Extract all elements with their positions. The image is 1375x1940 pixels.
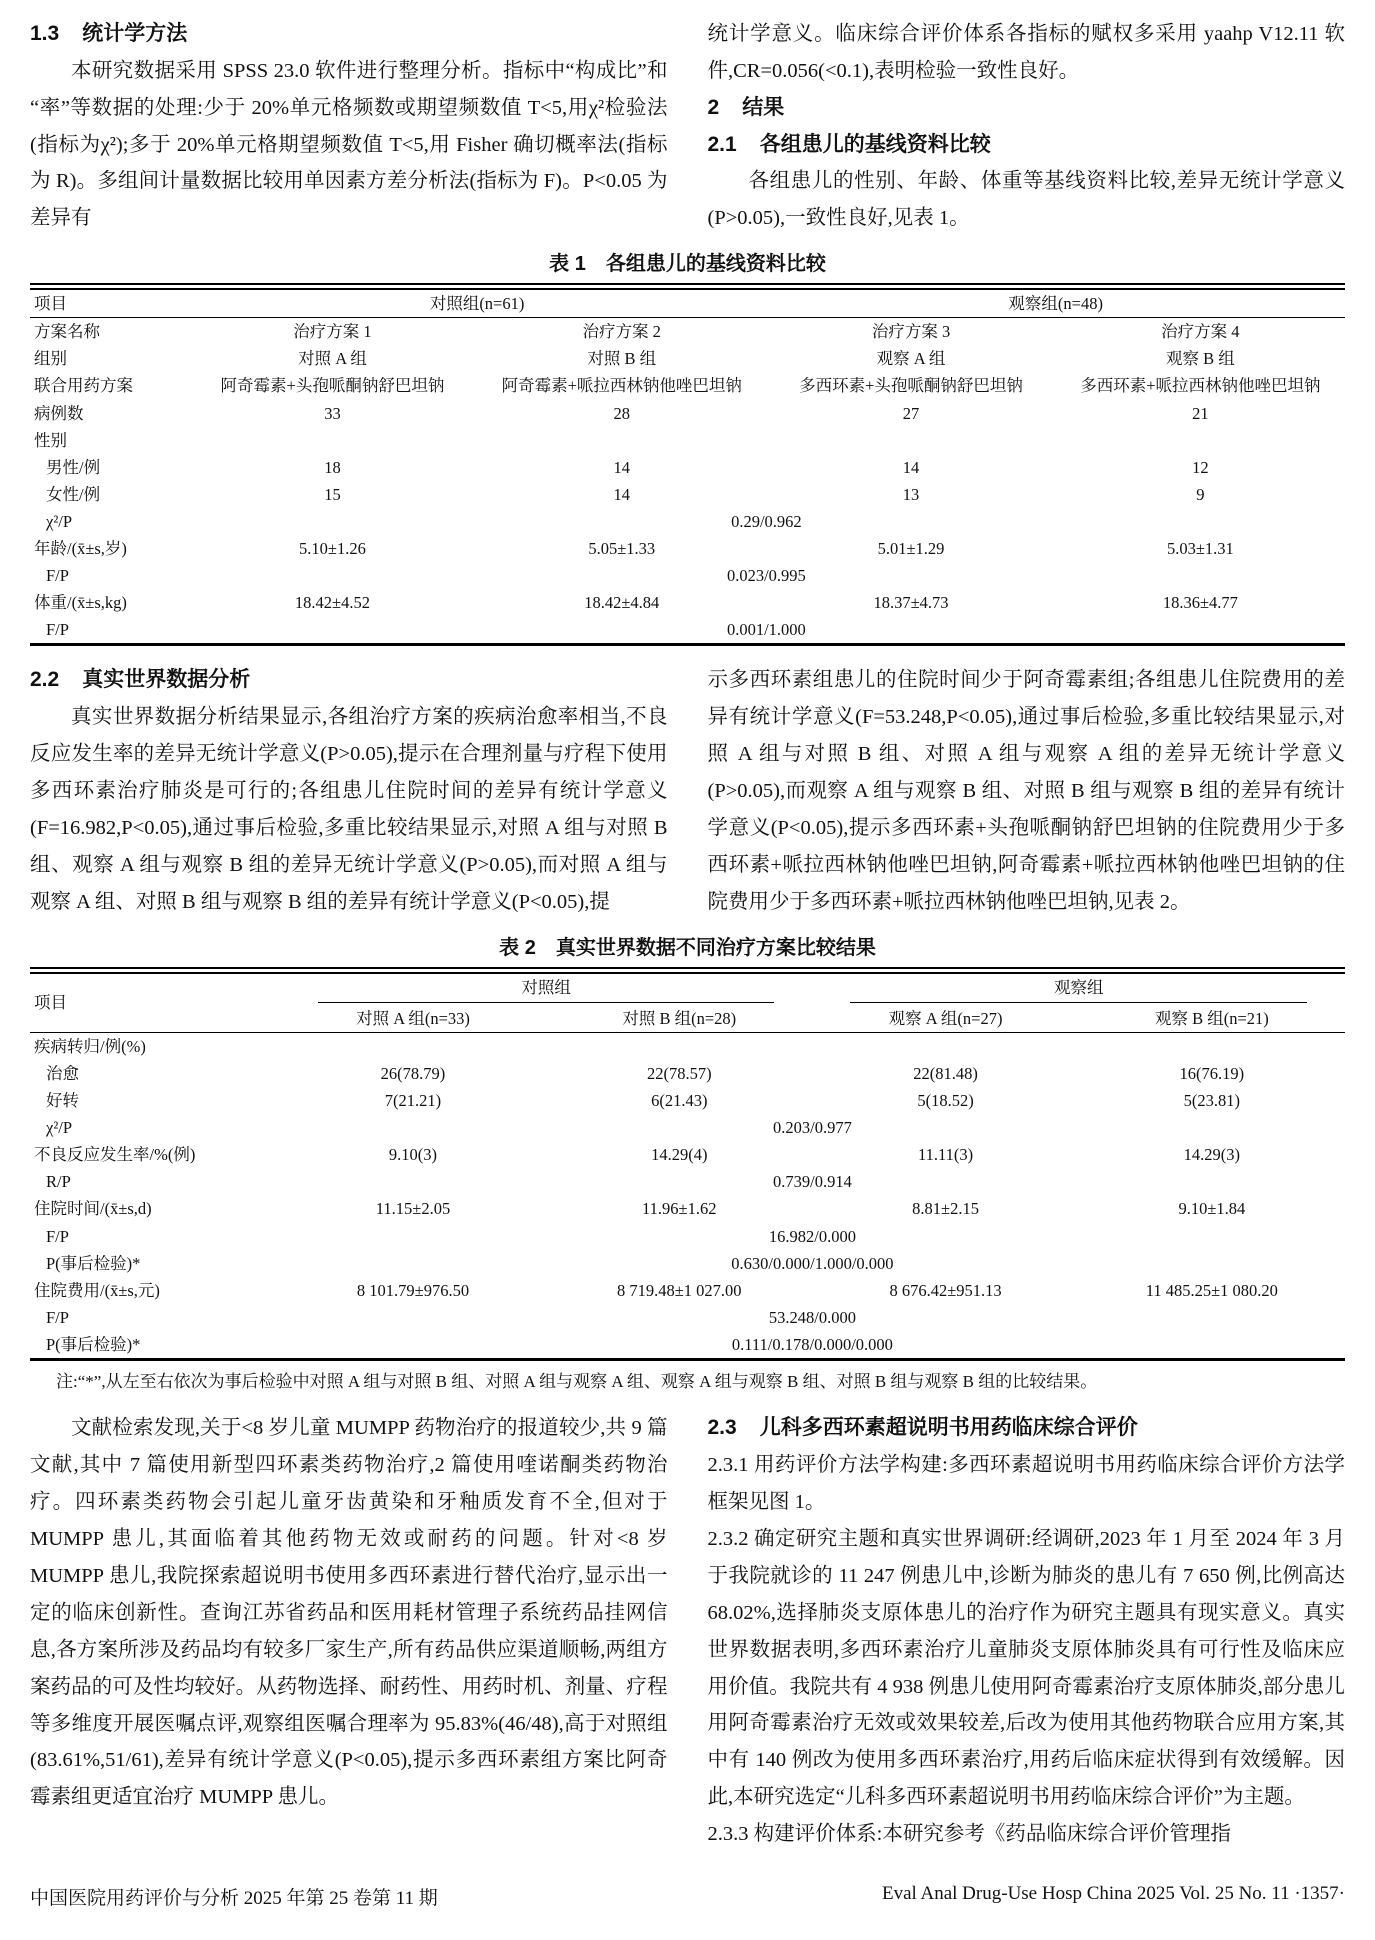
group-label: 对照组 [318,976,775,1003]
table-row: F/P 0.001/1.000 [30,616,1345,645]
table2-header [30,970,1345,1032]
row-label: 性别 [34,430,67,450]
section-number: 1.3 [30,22,60,45]
table-row: 住院费用/(x̄±s,元) 8 101.79±976.50 8 719.48±1 027.00 8 676.42±951.13 11 485.25±1 080.20 [30,1277,1345,1304]
row-label: F/P [46,566,69,586]
section-number: 2.2 [30,668,60,692]
table2-group-control [280,970,813,1005]
table-row: χ²/P 0.29/0.962 [30,508,1345,535]
table2-caption: 真实世界数据不同治疗方案比较结果 [555,936,876,959]
table2-number: 表 2 [499,936,536,959]
bottom-right-column [708,1410,1346,1853]
row-label: 组别 [34,349,67,369]
section-2-heading [708,90,1346,127]
table-row: P(事后检验)* 0.630/0.000/1.000/0.000 [30,1250,1345,1277]
row-label: 疾病转归/例(%) [34,1036,146,1056]
table2-sub-control-b: 对照 B 组(n=28) [546,1005,812,1033]
section-2-2-heading [30,662,668,699]
section-title: 结果 [742,95,785,119]
section-1-3-continuation: 统计学意义。临床综合评价体系各指标的赋权多采用 yaahp V12.11 软件,CR=0.056(<0.1),表明检验一致性良好。 [707,23,1345,82]
table1-number: 表 1 [549,253,586,276]
row-label: P(事后检验)* [46,1253,141,1273]
footer-journal-en: Eval Anal Drug-Use Hosp China 2025 Vol. 25 No. 11 ·1357· [881,1883,1345,1904]
literature-paragraph: 文献检索发现,关于<8 岁儿童 MUMPP 药物治疗的报道较少,共 9 篇文献,其中 7 篇使用新型四环素类药物治疗,2 篇使用喹诺酮类药物治疗。四环素类药物会引起儿童牙齿黄染和牙釉质发育不全,但对于 MUMPP 患儿,其面临着其他药物无效或耐药的问题。针对<8 岁 MUMPP 患儿,我院探索超说明书使用多西环素进行替代治疗,显示出一定的临床创新性。查询江苏省药品和医用耗材管理子系统药品挂网信息,各方案所涉及药品均有较多厂家生产,所有药品供应渠道顺畅,两组方案药品的可及性均较好。从药物选择、耐药性、用药时机、剂量、疗程等多维度开展医嘱点评,观察组医嘱合理率为 95.83%(46/48),高于对照组(83.61%,51/61),差异有统计学意义(P<0.05),提示多西环素组方案比阿奇霉素组更适宜治疗 MUMPP 患儿。 [30,1417,668,1809]
section-2-2-paragraph-left: 真实世界数据分析结果显示,各组治疗方案的疾病治愈率相当,不良反应发生率的差异无统计学意义(P>0.05),提示在合理剂量与疗程下使用多西环素治疗肺炎是可行的;各组患儿住院时间的差异有统计学意义(F=16.982,P<0.05),通过事后检验,多重比较结果显示,对照 A 组与对照 B 组、观察 A 组与观察 B 组的差异无统计学意义(P>0.05),而对照 A 组与观察 A 组、对照 B 组与观察 B 组的差异有统计学意义(P<0.05),提 [30,706,668,913]
table-row: 不良反应发生率/%(例) 9.10(3) 14.29(4) 11.11(3) 14.29(3) [30,1141,1345,1168]
table-row: 住院时间/(x̄±s,d) 11.15±2.05 11.96±1.62 8.81±2.15 9.10±1.84 [30,1195,1345,1222]
row-label: 体重/(x̄±s,kg) [34,593,127,613]
section-2-3-heading [708,1410,1346,1447]
table1-col-item: 项目 [30,287,188,318]
row-label: χ²/P [46,1118,73,1138]
table-row: 好转 7(21.21) 6(21.43) 5(18.52) 5(23.81) [30,1087,1345,1114]
row-label: 不良反应发生率/%(例) [34,1145,196,1165]
row-label: 方案名称 [34,322,100,342]
table-row: F/P 53.248/0.000 [30,1304,1345,1331]
row-label: 病例数 [34,403,84,423]
table1-header [30,287,1345,318]
table1-title [30,247,1345,276]
table2-sub-observe-b: 观察 B 组(n=21) [1079,1005,1345,1033]
table-row: 年龄/(x̄±s,岁) 5.10±1.26 5.05±1.33 5.01±1.29 5.03±1.31 [30,535,1345,562]
row-label: 好转 [46,1091,79,1111]
top-right-column [708,16,1346,237]
row-label: 治愈 [46,1063,79,1083]
row-label: 住院时间/(x̄±s,d) [34,1199,152,1219]
table-row: F/P 16.982/0.000 [30,1223,1345,1250]
section-2-2-paragraph-right: 示多西环素组患儿的住院时间少于阿奇霉素组;各组患儿住院费用的差异有统计学意义(F=53.248,P<0.05),通过事后检验,多重比较结果显示,对照 A 组与对照 B 组、对照 A 组与观察 A 组的差异无统计学意义(P>0.05),而观察 A 组与观察 B 组、对照 B 组与观察 B 组的差异有统计学意义(P<0.05),提示多西环素+头孢哌酮钠舒巴坦钠的住院费用少于多西环素+哌拉西林钠他唑巴坦钠,阿奇霉素+哌拉西林钠他唑巴坦钠的住院费用少于多西环素+哌拉西林钠他唑巴坦钠,见表 2。 [707,669,1345,913]
table2-col-item: 项目 [30,970,280,1032]
bottom-text-block [30,1410,1345,1853]
table-row [30,1032,1345,1060]
table-row: 治愈 26(78.79) 22(78.57) 22(81.48) 16(76.19) [30,1060,1345,1087]
top-text-block [30,16,1345,237]
section-2-2-block [30,662,1345,920]
table2 [30,967,1345,1361]
row-label: R/P [46,1172,71,1192]
section-2-3-3-paragraph: 2.3.3 构建评价体系:本研究参考《药品临床综合评价管理指 [707,1823,1231,1846]
bottom-left-column [30,1410,668,1853]
row-label: F/P [46,1226,69,1246]
section-2-1-heading [708,127,1346,164]
section-title: 统计学方法 [82,22,188,45]
table2-body [30,1032,1345,1359]
row-label: χ²/P [46,511,73,531]
row-label: 联合用药方案 [34,376,133,396]
section-number: 2.1 [707,132,737,156]
section-number: 2.3 [707,1416,737,1440]
table2-group-observe [812,970,1345,1005]
row-label: 住院费用/(x̄±s,元) [34,1280,160,1300]
section-2-3-1-paragraph: 2.3.1 用药评价方法学构建:多西环素超说明书用药临床综合评价方法学框架见图 1。 [707,1454,1345,1514]
table2-title [30,931,1345,960]
table-row: P(事后检验)* 0.111/0.178/0.000/0.000 [30,1331,1345,1360]
footer-journal-cn: 中国医院用药评价与分析 2025 年第 25 卷第 11 期 [30,1888,438,1909]
table-row: 病例数 33 28 27 21 [30,400,1345,427]
table-row: F/P 0.023/0.995 [30,562,1345,589]
section-1-3-heading [30,16,668,53]
row-label: 年龄/(x̄±s,岁) [34,539,127,559]
table-row: R/P 0.739/0.914 [30,1168,1345,1195]
section-2-1-paragraph: 各组患儿的性别、年龄、体重等基线资料比较,差异无统计学意义(P>0.05),一致性良好,见表 1。 [707,170,1345,230]
page-footer [30,1883,1345,1910]
table1 [30,283,1345,646]
table2-sub-observe-a: 观察 A 组(n=27) [812,1005,1078,1033]
table1-group-control: 对照组(n=61) [188,287,767,318]
table-row [30,427,1345,454]
row-label: F/P [46,1307,69,1327]
table-row: 女性/例 15 14 13 9 [30,481,1345,508]
table2-sub-control-a: 对照 A 组(n=33) [280,1005,546,1033]
section-title: 儿科多西环素超说明书用药临床综合评价 [759,1416,1138,1440]
table1-caption: 各组患儿的基线资料比较 [605,253,826,276]
row-label: 男性/例 [46,457,101,477]
top-left-column [30,16,668,237]
section-1-3-paragraph: 本研究数据采用 SPSS 23.0 软件进行整理分析。指标中“构成比”和“率”等数据的处理:少于 20%单元格频数或期望频数值 T<5,用χ²检验法(指标为χ²);多于 20%单元格期望频数值 T<5,用 Fisher 确切概率法(指标为 R)。多组间计量数据比较用单因素方差分析法(指标为 F)。P<0.05 为差异有 [30,59,668,230]
section-2-3-2-paragraph: 2.3.2 确定研究主题和真实世界调研:经调研,2023 年 1 月至 2024 年 3 月于我院就诊的 11 247 例患儿中,诊断为肺炎的患儿有 7 650 例,比例高达 68.02%,选择肺炎支原体患儿的治疗作为研究主题具有现实意义。真实世界数据表明,多西环素治疗儿童肺炎支原体肺炎具有可行性及临床应用价值。我院共有 4 938 例患儿使用阿奇霉素治疗支原体肺炎,部分患儿用阿奇霉素治疗无效或效果较差,后改为使用其他药物联合应用方案,其中有 140 例改为使用多西环素治疗,用药后临床症状得到有效缓解。因此,本研究选定“儿科多西环素超说明书用药临床综合评价”为主题。 [707,1528,1345,1809]
table1-block [30,247,1345,646]
table1-body [30,318,1345,645]
row-label: P(事后检验)* [46,1334,141,1354]
mid-right-column [708,662,1346,920]
table2-footnote: 注:“*”,从左至右依次为事后检验中对照 A 组与对照 B 组、对照 A 组与观察 A 组、观察 A 组与观察 B 组、对照 B 组与观察 B 组的比较结果。 [56,1371,1098,1391]
section-title: 各组患儿的基线资料比较 [759,132,991,156]
table1-group-observe: 观察组(n=48) [766,287,1345,318]
group-label: 观察组 [850,976,1307,1003]
section-title: 真实世界数据分析 [82,668,251,692]
row-label: F/P [46,620,69,640]
table2-block [30,931,1345,1395]
table-row: 组别 对照 A 组 对照 B 组 观察 A 组 观察 B 组 [30,345,1345,372]
table-row: 男性/例 18 14 14 12 [30,454,1345,481]
table-row: 方案名称 治疗方案 1 治疗方案 2 治疗方案 3 治疗方案 4 [30,318,1345,346]
table-row: χ²/P 0.203/0.977 [30,1114,1345,1141]
table-row: 体重/(x̄±s,kg) 18.42±4.52 18.42±4.84 18.37±4.73 18.36±4.77 [30,589,1345,616]
table-row: 联合用药方案 阿奇霉素+头孢哌酮钠舒巴坦钠 阿奇霉素+哌拉西林钠他唑巴坦钠 多西环素+头孢哌酮钠舒巴坦钠 多西环素+哌拉西林钠他唑巴坦钠 [30,372,1345,399]
row-label: 女性/例 [46,484,101,504]
section-number: 2 [707,95,720,119]
mid-left-column [30,662,668,920]
